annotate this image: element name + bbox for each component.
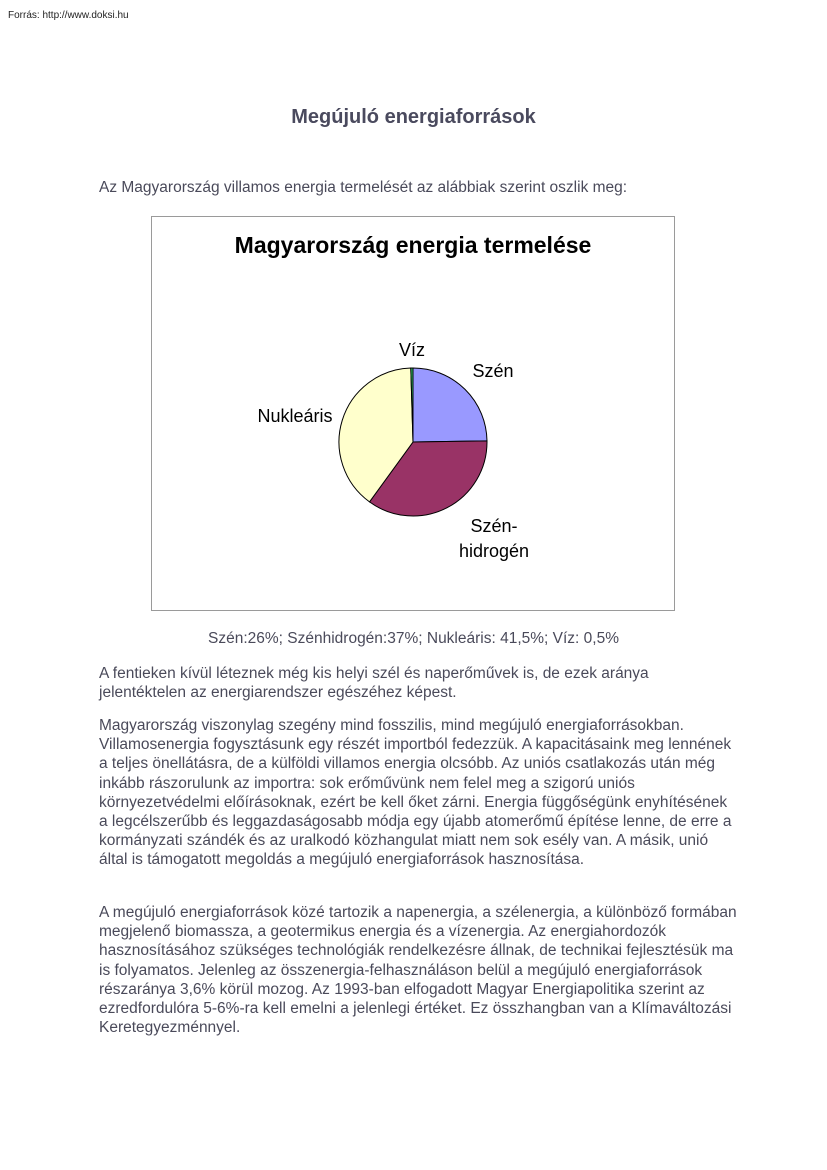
paragraph: A megújuló energiaforrások közé tartozik a napenergia, a szélenergia, a különböző formában megjelenő biomassza, a geotermikus energia és a vízenergia. Az energiahordozók hasznosításához szükséges technológiák rendelkezésre állnak, de technikai fejlesztésük ma is folyamatos. Jelenleg az összenergia-felhasználáson belül a megújuló energiaforrások részaránya 3,6% körül mozog. Az 1993-ban elfogadott Magyar Energiapolitika szerint az ezredfordulóra 5-6%-ra kell emelni a jelenlegi értéket. Ez összhangban van a Klímaváltozási Keretegyezménnyel.	[99, 904, 737, 1037]
source-note: Forrás: http://www.doksi.hu	[8, 10, 129, 21]
pie-slices	[339, 368, 487, 516]
slice-label-szenhidrogen-line2: hidrogén	[458, 541, 530, 561]
pie-chart	[151, 216, 675, 611]
slice-label-nuklearis: Nukleáris	[257, 406, 333, 426]
paragraph: A fentieken kívül léteznek még kis helyi szél és naperőművek is, de ezek aránya jelentéktelen az energiarendszer egészéhez képest.	[99, 665, 649, 702]
slice-label-szenhidrogen-line1: Szén-	[470, 516, 518, 536]
pie-chart-svg	[152, 217, 674, 610]
slice-label-szen: Szén	[472, 361, 514, 381]
chart-title: Magyarország energia termelése	[234, 232, 592, 258]
paragraph: Magyarország viszonylag szegény mind fosszilis, mind megújuló energiaforrásokban. Villamosenergia fogysztásunk egy részét importból fedezzük. A kapacitásaink meg lennének a teljes önellátásra, de a külföldi villamos energia olcsóbb. Az uniós csatlakozás után még inkább rászorulunk az importra: sok erőművünk nem felel meg a szigorú uniós környezetvédelmi előírásoknak, ezért be kell őket zárni. Energia függőségünk enyhítésének a legcélszerűbb és leggazdaságosabb módja egy újabb atomerőmű építése lenne, de erre a kormányzati szándék és az uralkodó közhangulat miatt nem sok esély van. A másik, unió által is támogatott megoldás a megújuló energiaforrások hasznosítása.	[99, 717, 732, 869]
intro-text: Az Magyarország villamos energia termelését az alábbiak szerint oszlik meg:	[99, 179, 628, 196]
chart-caption: Szén:26%; Szénhidrogén:37%; Nukleáris: 41,5%; Víz: 0,5%	[208, 630, 619, 647]
slice-label-viz: Víz	[398, 340, 426, 360]
page-title: Megújuló energiaforrások	[291, 106, 536, 128]
